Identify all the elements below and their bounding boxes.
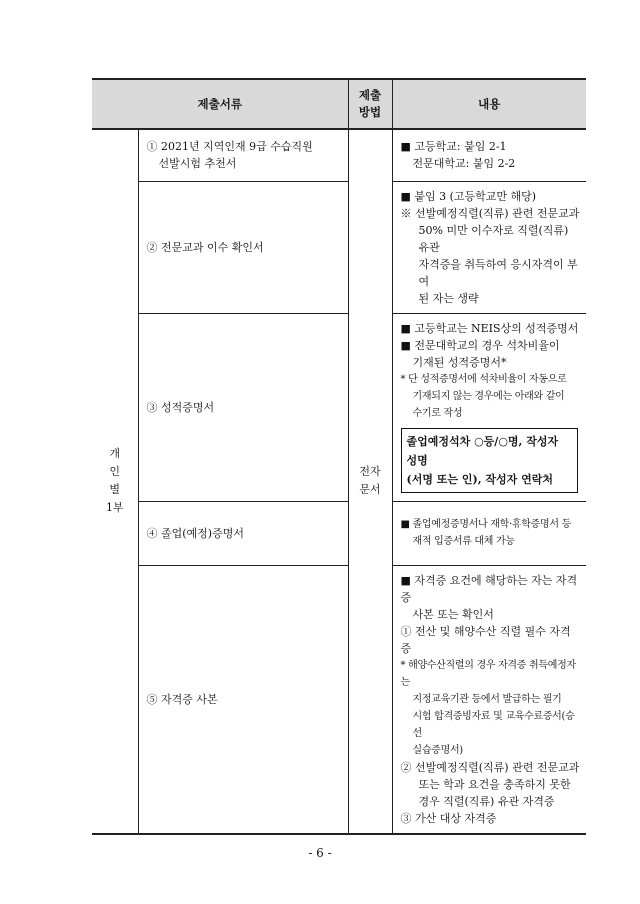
table-row [92,313,586,501]
page-number: - 6 - [308,846,332,860]
table-header-row [92,79,586,129]
content-line: 지정교육기관 등에서 발급하는 필기 [412,693,562,705]
content-line: 자격증을 취득하여 응시자격이 부여 [418,257,578,288]
group-text: 별 [109,483,121,497]
handwritten-rank-note-box [401,428,579,493]
document-name: ② 전문교과 이수 확인서 [146,240,264,254]
content-line: 사본 또는 확인서 [412,607,494,621]
document-name-cell [138,181,348,313]
method-text: 문서 [359,483,381,497]
content-cell [392,501,586,565]
group-text: 1부 [105,501,124,515]
document-name-cell [138,313,348,501]
document-name: 선발시험 추천서 [158,157,237,171]
content-line: 또는 학과 요건을 충족하지 못한 [418,777,571,791]
header-method-line1: 제출 [358,88,382,102]
method-cell [348,129,392,834]
document-name: ⑤ 자격증 사본 [146,692,218,706]
content-line: ② 선발예정직렬(직류) 관련 전문교과 [400,760,580,774]
content-line: 수기로 작성 [412,407,463,419]
content-line: ③ 가산 대상 자격증 [400,811,497,825]
content-line: ■ 자격증 요건에 해당하는 자는 자격증 [400,573,578,604]
content-line: ■ 졸업예정증명서나 재학·휴학증명서 등 [400,519,571,530]
content-line: 시험 합격증빙자료 및 교육수료증서(승선 [412,710,575,739]
document-name-cell [138,565,348,834]
header-method [348,79,392,129]
content-line: 재적 입증서류 대체 가능 [412,536,515,547]
box-line: 졸업예정석차 ○등/○명, 작성자 성명 [406,434,559,467]
content-line: ■ 고등학교: 붙임 2-1 [400,140,507,154]
content-line: 실습증명서) [412,744,463,756]
content-cell [392,313,586,501]
content-line: ■ 전문대학교의 경우 석차비율이 [400,338,560,352]
content-line: 기재되지 않는 경우에는 아래와 같이 [412,390,565,402]
content-line: * 해양수산직렬의 경우 자격증 취득예정자는 [400,659,576,688]
content-cell [392,181,586,313]
table-row [92,129,586,181]
table-row [92,565,586,834]
group-text: 인 [109,465,121,479]
document-name: ③ 성적증명서 [146,400,215,414]
content-line: 전문대학교: 붙임 2-2 [412,157,516,171]
content-line: 기재된 성적증명서* [412,355,507,369]
content-line: 50% 미만 이수자로 직렬(직류) 유관 [418,223,569,254]
table-row [92,181,586,313]
group-cell [92,129,138,834]
document-name: ④ 졸업(예정)증명서 [146,526,244,540]
header-method-line2: 방법 [358,105,382,119]
table-row [92,501,586,565]
document-name-cell [138,129,348,181]
method-text: 전자 [359,465,381,479]
content-line: ※ 선발예정직렬(직류) 관련 전문교과 [400,206,580,220]
content-line: ① 전산 및 해양수산 직렬 필수 자격증 [400,624,571,655]
content-line: 된 자는 생략 [418,291,479,305]
document-name-cell [138,501,348,565]
box-line: (서명 또는 인), 작성자 연락처 [406,472,553,486]
content-line: ■ 붙임 3 (고등학교만 해당) [400,189,537,203]
header-documents: 제출서류 [92,79,348,129]
group-text: 개 [109,447,121,461]
content-line: * 단 성적증명서에 석차비율이 자동으로 [400,373,567,385]
content-line: 경우 직렬(직류) 유관 자격증 [418,794,555,808]
submission-documents-table [92,78,586,835]
header-content: 내용 [392,79,586,129]
document-name: ① 2021년 지역인재 9급 수습직원 [146,140,313,154]
content-line: ■ 고등학교는 NEIS상의 성적증명서 [400,321,579,335]
content-cell [392,129,586,181]
content-cell [392,565,586,834]
